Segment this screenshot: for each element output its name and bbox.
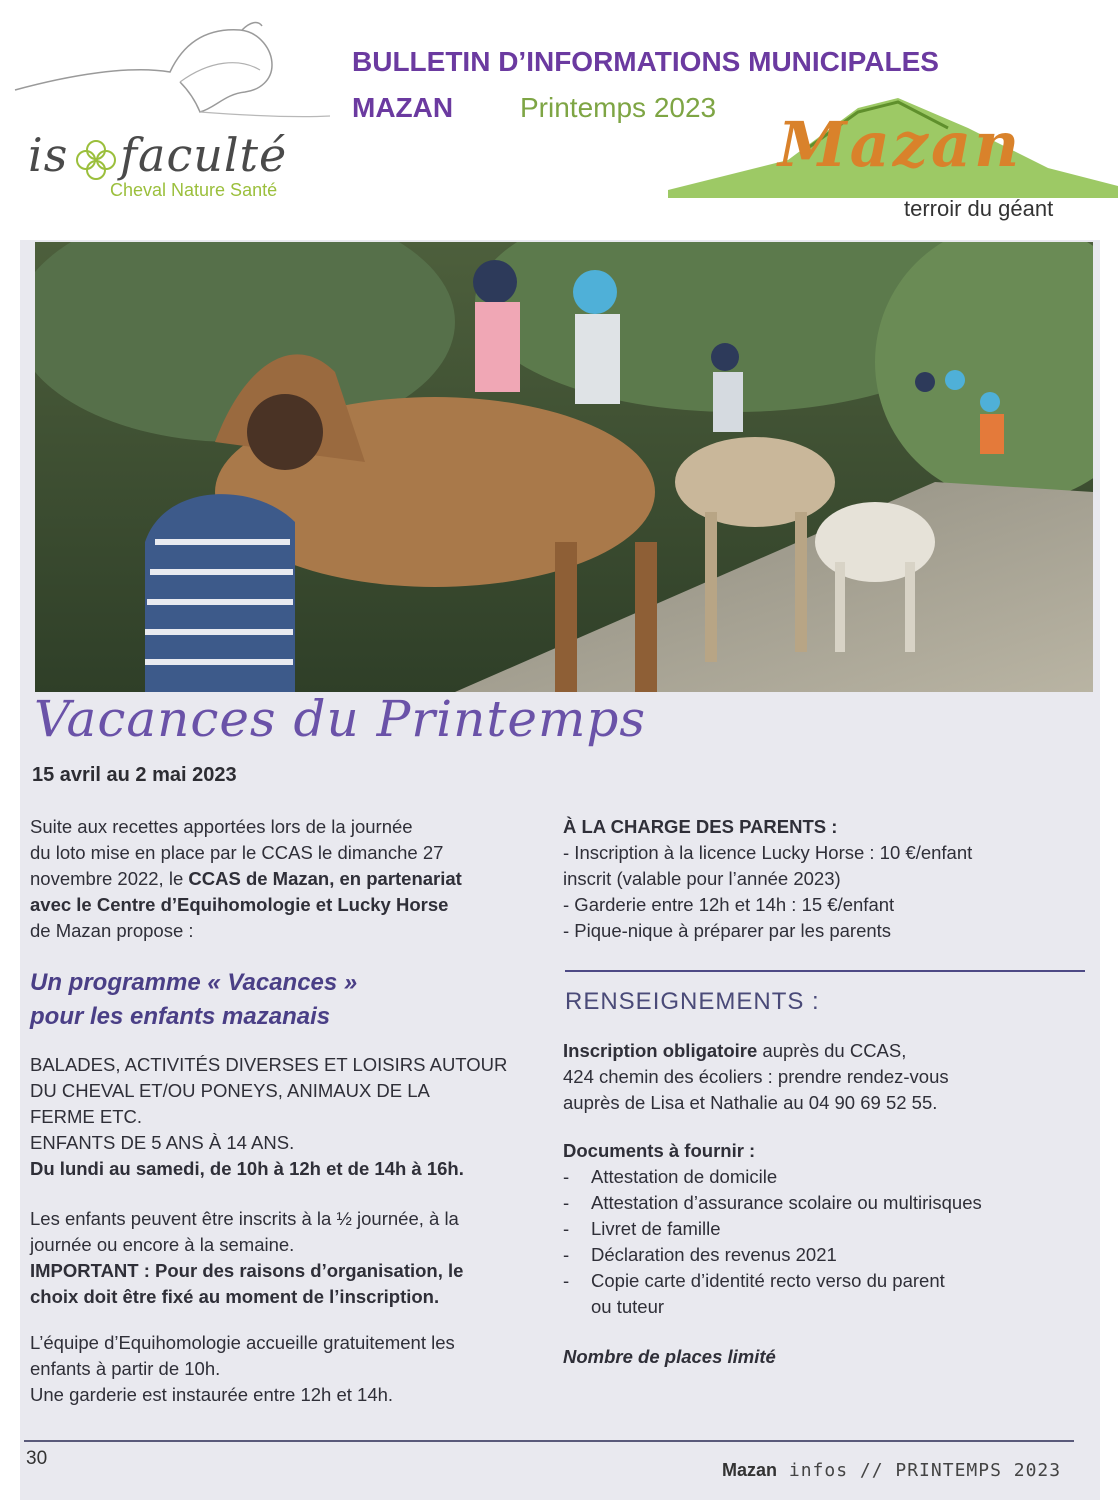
list-item: - Copie carte d’identité recto verso du parent [563, 1268, 1083, 1294]
ages-line: ENFANTS DE 5 ANS À 14 ANS. [30, 1132, 295, 1153]
article-title: Vacances du Printemps [34, 690, 647, 748]
schedule-line: Du lundi au samedi, de 10h à 12h et de 14h à 16h. [30, 1158, 464, 1179]
mazan-logo-tagline: terroir du géant [904, 196, 1054, 221]
bulletin-season: Printemps 2023 [520, 92, 717, 123]
documents-block: Documents à fournir : - Attestation de domicile - Attestation d’assurance scolaire ou multirisques - Livret de famille - Déclaration des revenus 2021 - Copie carte d’identité recto verso du parent ou tuteur [563, 1138, 1083, 1320]
parents-heading: À LA CHARGE DES PARENTS : [563, 816, 838, 837]
intro-paragraph [30, 814, 550, 944]
list-item: - Déclaration des revenus 2021 [563, 1242, 1083, 1268]
mazan-logo [668, 88, 1118, 228]
logo-tagline: Cheval Nature Santé [110, 180, 278, 200]
program-heading: Un programme « Vacances » pour les enfants mazanais [30, 969, 358, 1030]
parents-block: À LA CHARGE DES PARENTS : - Inscription à la licence Lucky Horse : 10 €/enfant inscrit (valable pour l’année 2023) - Garderie entre 12h et 14h : 15 €/enfant - Pique-nique à préparer par les parents [563, 814, 1083, 944]
logo-text-is: is [28, 128, 69, 182]
intro-line: du loto mise en place par le CCAS le dimanche 27 [30, 842, 444, 863]
documents-list [563, 1164, 1083, 1294]
horse-head-icon [10, 20, 340, 140]
bulletin-title: BULLETIN D’INFORMATIONS MUNICIPALES [352, 46, 939, 77]
list-item: - Livret de famille [563, 1216, 1083, 1242]
logo-text-faculte: faculté [120, 128, 288, 182]
intro-line: Suite aux recettes apportées lors de la journée [30, 816, 413, 837]
activities-block: BALADES, ACTIVITÉS DIVERSES ET LOISIRS AUTOUR DU CHEVAL ET/OU PONEYS, ANIMAUX DE LA FERME ETC. ENFANTS DE 5 ANS À 14 ANS. Du lundi au samedi, de 10h à 12h et de 14h à 16h. [30, 1052, 550, 1182]
magazine-footer: Mazan infos // PRINTEMPS 2023 [722, 1460, 1062, 1481]
documents-heading: Documents à fournir : [563, 1140, 756, 1161]
clover-icon [74, 138, 118, 182]
bulletin-town: MAZAN [352, 92, 454, 123]
page-number: 30 [26, 1448, 48, 1469]
registration-block: Les enfants peuvent être inscrits à la ½ journée, à la journée ou encore à la semaine. IMPORTANT : Pour des raisons d’organisation, le choix doit être fixé au moment de l’inscription. [30, 1208, 464, 1307]
article-dates: 15 avril au 2 mai 2023 [32, 764, 237, 786]
list-item: - Attestation de domicile [563, 1164, 1083, 1190]
intro-line: novembre 2022, le CCAS de Mazan, en partenariat [30, 868, 462, 889]
section-divider [565, 970, 1085, 972]
info-block: Inscription obligatoire auprès du CCAS, 424 chemin des écoliers : prendre rendez-vous auprès de Lisa et Nathalie au 04 90 69 52 55. [563, 1040, 949, 1113]
list-item: - Attestation d’assurance scolaire ou multirisques [563, 1190, 1083, 1216]
info-heading: RENSEIGNEMENTS : [565, 988, 820, 1015]
isofaculte-logo [10, 20, 340, 210]
welcome-block: L’équipe d’Equihomologie accueille gratuitement les enfants à partir de 10h. Une garderie est instaurée entre 12h et 14h. [30, 1332, 455, 1405]
horse-riding-photo [35, 242, 1093, 692]
mazan-logo-word: Mazan [778, 108, 1023, 181]
intro-line: avec le Centre d’Equihomologie et Lucky Horse [30, 894, 449, 915]
intro-line: de Mazan propose : [30, 920, 194, 941]
footer-rule [24, 1440, 1074, 1442]
limited-places: Nombre de places limité [563, 1346, 776, 1367]
